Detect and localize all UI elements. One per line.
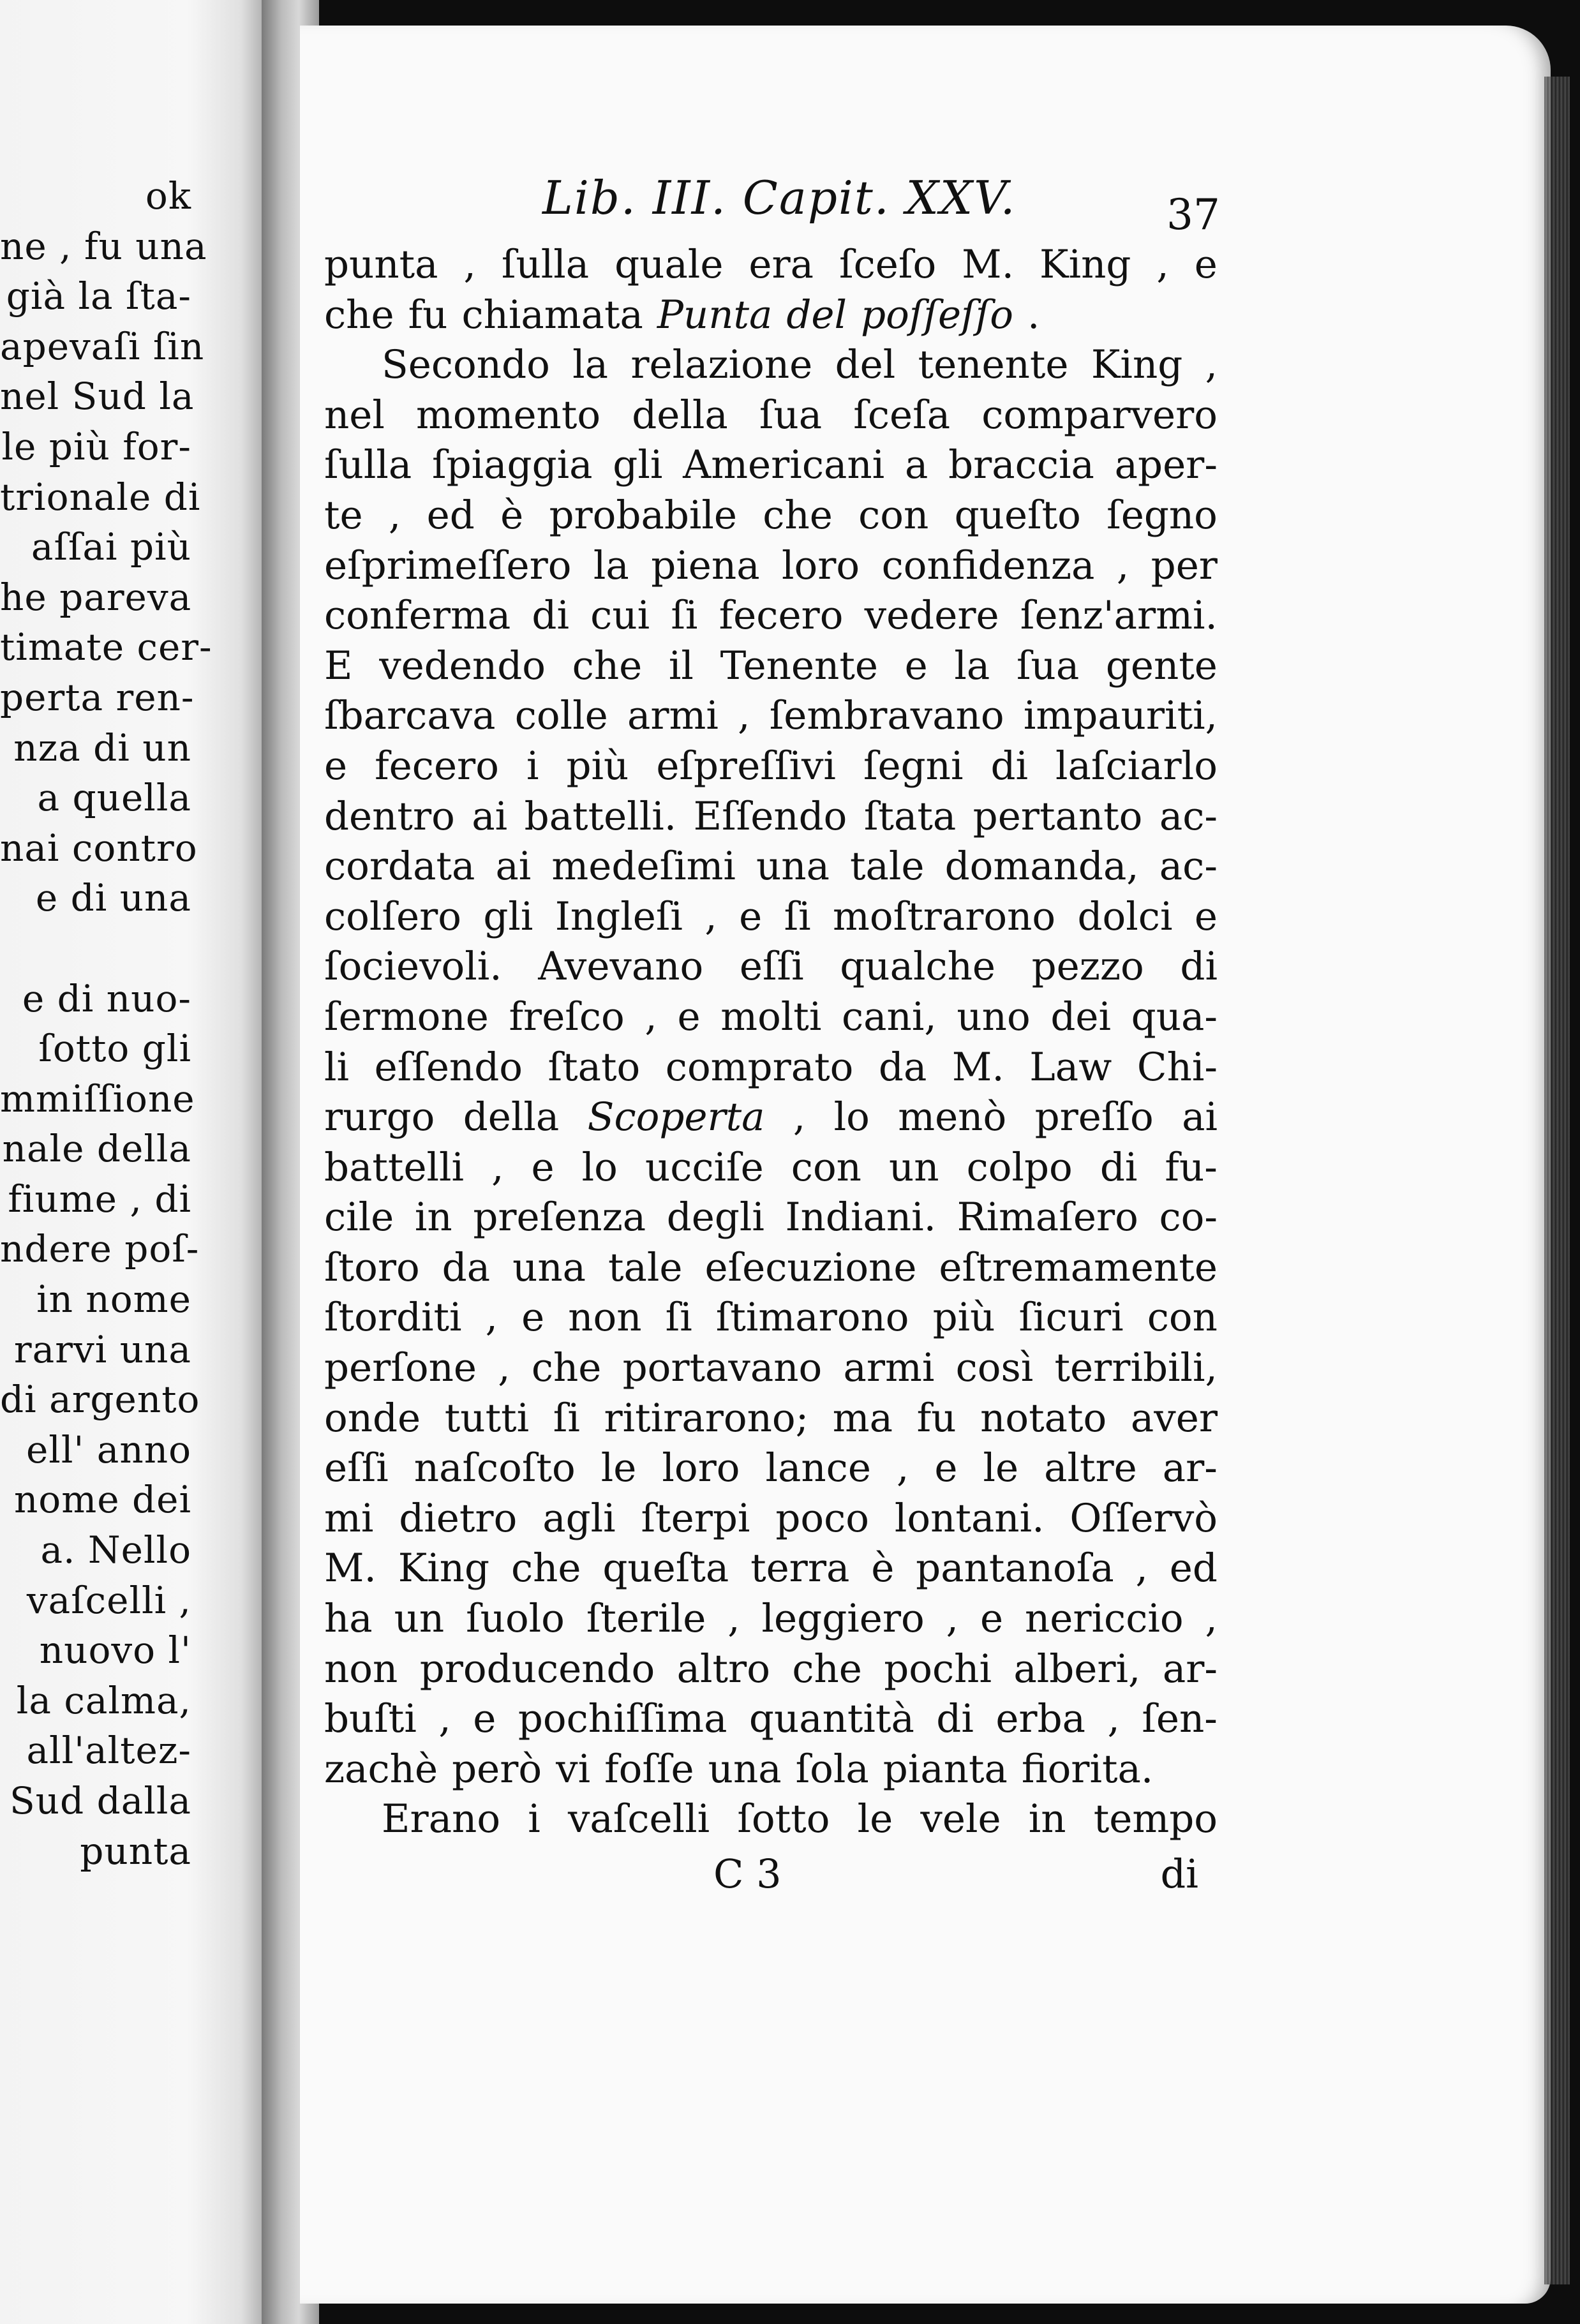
- signature-mark: C 3: [713, 1851, 782, 1897]
- catchword: di: [1160, 1851, 1198, 1897]
- page-edge: [1544, 77, 1570, 2284]
- left-text-line: a. Nello: [40, 1528, 191, 1572]
- text-line: cordata ai medeſimi una tale domanda, ac-: [324, 844, 1218, 890]
- left-text-line: e di una: [35, 876, 191, 920]
- left-text-line: Sud dalla: [9, 1779, 191, 1822]
- text-line: dentro ai battelli. Eſſendo ſtata pertanto ac-: [324, 793, 1218, 839]
- left-text-line: nuovo l': [39, 1628, 191, 1672]
- left-text-line: ſotto gli: [38, 1027, 191, 1071]
- left-text-line: apevaſi ſin: [0, 324, 205, 368]
- text-line: non producendo altro che pochi alberi, ar-: [324, 1646, 1218, 1692]
- text-line: te , ed è probabile che con queſto ſegno: [324, 492, 1218, 538]
- text-line: ſermone freſco , e molti cani, uno dei qua-: [324, 994, 1218, 1039]
- running-head: Lib. III. Capit. XXV.: [542, 171, 1017, 225]
- text-line: Secondo la relazione del tenente King ,: [382, 342, 1218, 388]
- text-line: nel momento della ſua ſceſa comparvero: [324, 392, 1218, 438]
- left-text-line: trionale di: [0, 475, 201, 519]
- page-number: 37: [1166, 190, 1220, 239]
- left-text-line: all'altez-: [26, 1729, 191, 1773]
- left-text-line: e di nuo-: [22, 976, 191, 1020]
- left-text-line: nza di un: [13, 726, 191, 770]
- left-text-line: nel Sud la: [0, 375, 195, 419]
- left-text-line: di argento: [0, 1378, 200, 1422]
- left-text-line: [0, 923, 268, 974]
- left-text-line: ne , fu una: [0, 224, 207, 268]
- text-line: colſero gli Ingleſi , e ſi moſtrarono dolci e: [324, 893, 1218, 939]
- text-line: che fu chiamata Punta del poſſeſſo .: [324, 292, 1040, 338]
- left-text-line: rarvi una: [13, 1327, 191, 1371]
- text-line: eſſi naſcoſto le loro lance , e le altre ar-: [324, 1445, 1218, 1491]
- left-text-line: a quella: [37, 776, 191, 820]
- text-line: zachè però vi foſſe una ſola pianta fiorita.: [324, 1746, 1154, 1792]
- text-line: ſocievoli. Avevano eſſi qualche pezzo di: [324, 944, 1218, 990]
- text-line: rurgo della Scoperta , lo menò preſſo ai: [324, 1094, 1218, 1140]
- left-text-line: punta: [80, 1829, 191, 1873]
- text-line: ſbarcava colle armi , ſembravano impauriti,: [324, 693, 1218, 739]
- left-text-line: nai contro: [0, 826, 198, 870]
- text-line: punta , ſulla quale era ſceſo M. King , e: [324, 242, 1218, 287]
- left-text-line: nome dei: [13, 1478, 191, 1522]
- left-text-line: le più for-: [1, 424, 191, 468]
- left-text-line: vaſcelli ,: [26, 1578, 191, 1622]
- body-text: [324, 240, 1218, 1845]
- text-line: cile in preſenza degli Indiani. Rimaſero co-: [324, 1195, 1218, 1240]
- text-line: battelli , e lo ucciſe con un colpo di fu-: [324, 1144, 1218, 1190]
- left-text-line: in nome: [36, 1277, 191, 1322]
- left-text-line: la calma,: [16, 1678, 191, 1722]
- text-line: li eſſendo ſtato comprato da M. Law Chi-: [324, 1044, 1218, 1090]
- text-line: perſone , che portavano armi così terribili,: [324, 1345, 1218, 1391]
- left-page-text: [0, 171, 268, 1876]
- text-line: onde tutti ſi ritirarono; ma fu notato aver: [324, 1395, 1218, 1441]
- left-page: [0, 0, 268, 2324]
- text-line: M. King che queſta terra è pantanoſa , ed: [324, 1546, 1218, 1591]
- left-text-line: ndere poſ-: [0, 1227, 200, 1271]
- text-line: ha un ſuolo ſterile , leggiero , e nericcio ,: [324, 1596, 1218, 1642]
- text-line: ſulla ſpiaggia gli Americani a braccia aper-: [324, 442, 1218, 488]
- text-line: ſtoro da una tale eſecuzione eſtremamente: [324, 1244, 1218, 1290]
- left-text-line: ell' anno: [26, 1427, 191, 1471]
- text-line: conferma di cui ſi fecero vedere ſenz'armi.: [324, 593, 1218, 639]
- left-text-line: he pareva: [0, 575, 192, 619]
- left-text-line: aſſai più: [31, 525, 191, 569]
- left-text-line: già la ſta-: [6, 274, 191, 318]
- text-line: e fecero i più eſpreſſivi ſegni di laſciarlo: [324, 743, 1218, 789]
- text-line: eſprimeſſero la piena loro confidenza , per: [324, 542, 1218, 588]
- left-text-line: timate cer-: [0, 625, 212, 669]
- text-line: Erano i vaſcelli ſotto le vele in tempo: [382, 1796, 1218, 1842]
- text-line: mi dietro agli ſterpi poco lontani. Oſſervò: [324, 1495, 1218, 1541]
- left-text-line: perta ren-: [0, 675, 195, 719]
- left-text-line: nale della: [2, 1127, 191, 1171]
- text-line: E vedendo che il Tenente e la ſua gente: [324, 643, 1218, 689]
- text-line: ſtorditi , e non ſi ſtimarono più ſicuri con: [324, 1295, 1218, 1341]
- left-text-line: mmiſſione: [0, 1076, 195, 1121]
- text-line: buſti , e pochiſſima quantità di erba , ſen-: [324, 1696, 1218, 1742]
- page-footer: [324, 1851, 1218, 1902]
- left-text-line: fiume , di: [8, 1177, 191, 1221]
- left-text-line: ok: [145, 174, 191, 218]
